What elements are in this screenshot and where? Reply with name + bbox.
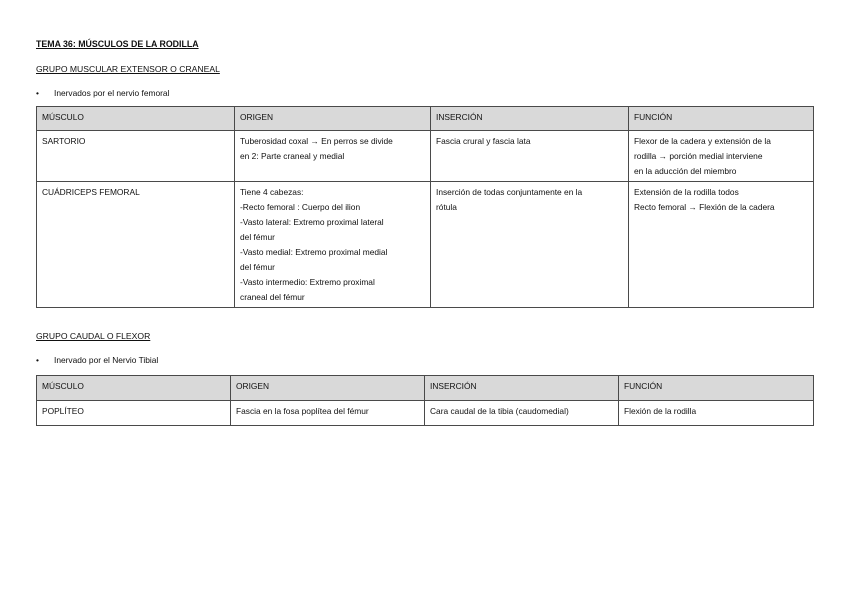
cell-insertion: Cara caudal de la tibia (caudomedial) bbox=[425, 401, 619, 426]
cell-insertion: Fascia crural y fascia lata bbox=[431, 131, 629, 182]
cell-origin: Fascia en la fosa poplítea del fémur bbox=[231, 401, 425, 426]
cell-muscle: POPLÍTEO bbox=[37, 401, 231, 426]
section-heading-extensor: GRUPO MUSCULAR EXTENSOR O CRANEAL bbox=[36, 64, 220, 74]
cell-muscle: CUÁDRICEPS FEMORAL bbox=[37, 182, 235, 308]
bullet-text: Inervados por el nervio femoral bbox=[54, 88, 170, 98]
bullet-item-extensor bbox=[36, 88, 169, 98]
table-row bbox=[37, 131, 814, 182]
document-title: TEMA 36: MÚSCULOS DE LA RODILLA bbox=[36, 39, 199, 49]
cell-muscle: SARTORIO bbox=[37, 131, 235, 182]
header-cell-insertion: INSERCIÓN bbox=[431, 107, 629, 131]
table-row bbox=[37, 182, 814, 308]
header-cell-insertion: INSERCIÓN bbox=[425, 376, 619, 401]
table-header-row bbox=[37, 107, 814, 131]
flexor-muscle-table bbox=[36, 375, 814, 426]
header-cell-origin: ORIGEN bbox=[231, 376, 425, 401]
header-cell-origin: ORIGEN bbox=[235, 107, 431, 131]
bullet-icon: • bbox=[36, 88, 39, 98]
header-cell-muscle: MÚSCULO bbox=[37, 107, 235, 131]
table-header-row bbox=[37, 376, 814, 401]
header-cell-function: FUNCIÓN bbox=[629, 107, 814, 131]
header-cell-muscle: MÚSCULO bbox=[37, 376, 231, 401]
table-row bbox=[37, 401, 814, 426]
cell-function: Flexor de la cadera y extensión de la rodilla → porción medial interviene en la aducción del miembro bbox=[629, 131, 814, 182]
cell-origin: Tuberosidad coxal → En perros se divide en 2: Parte craneal y medial bbox=[235, 131, 431, 182]
bullet-text: Inervado por el Nervio Tibial bbox=[54, 355, 159, 365]
cell-insertion: Inserción de todas conjuntamente en la rótula bbox=[431, 182, 629, 308]
header-cell-function: FUNCIÓN bbox=[619, 376, 814, 401]
cell-function: Flexión de la rodilla bbox=[619, 401, 814, 426]
extensor-muscle-table bbox=[36, 106, 814, 308]
cell-function: Extensión de la rodilla todos Recto femoral → Flexión de la cadera bbox=[629, 182, 814, 308]
bullet-icon: • bbox=[36, 355, 39, 365]
bullet-item-flexor bbox=[36, 355, 158, 365]
cell-origin: Tiene 4 cabezas: -Recto femoral : Cuerpo del ilion -Vasto lateral: Extremo proximal lateral del fémur -Vasto medial: Extremo proximal medial del fémur -Vasto intermedio: Extremo proximal craneal del fémur bbox=[235, 182, 431, 308]
section-heading-flexor: GRUPO CAUDAL O FLEXOR bbox=[36, 331, 151, 341]
